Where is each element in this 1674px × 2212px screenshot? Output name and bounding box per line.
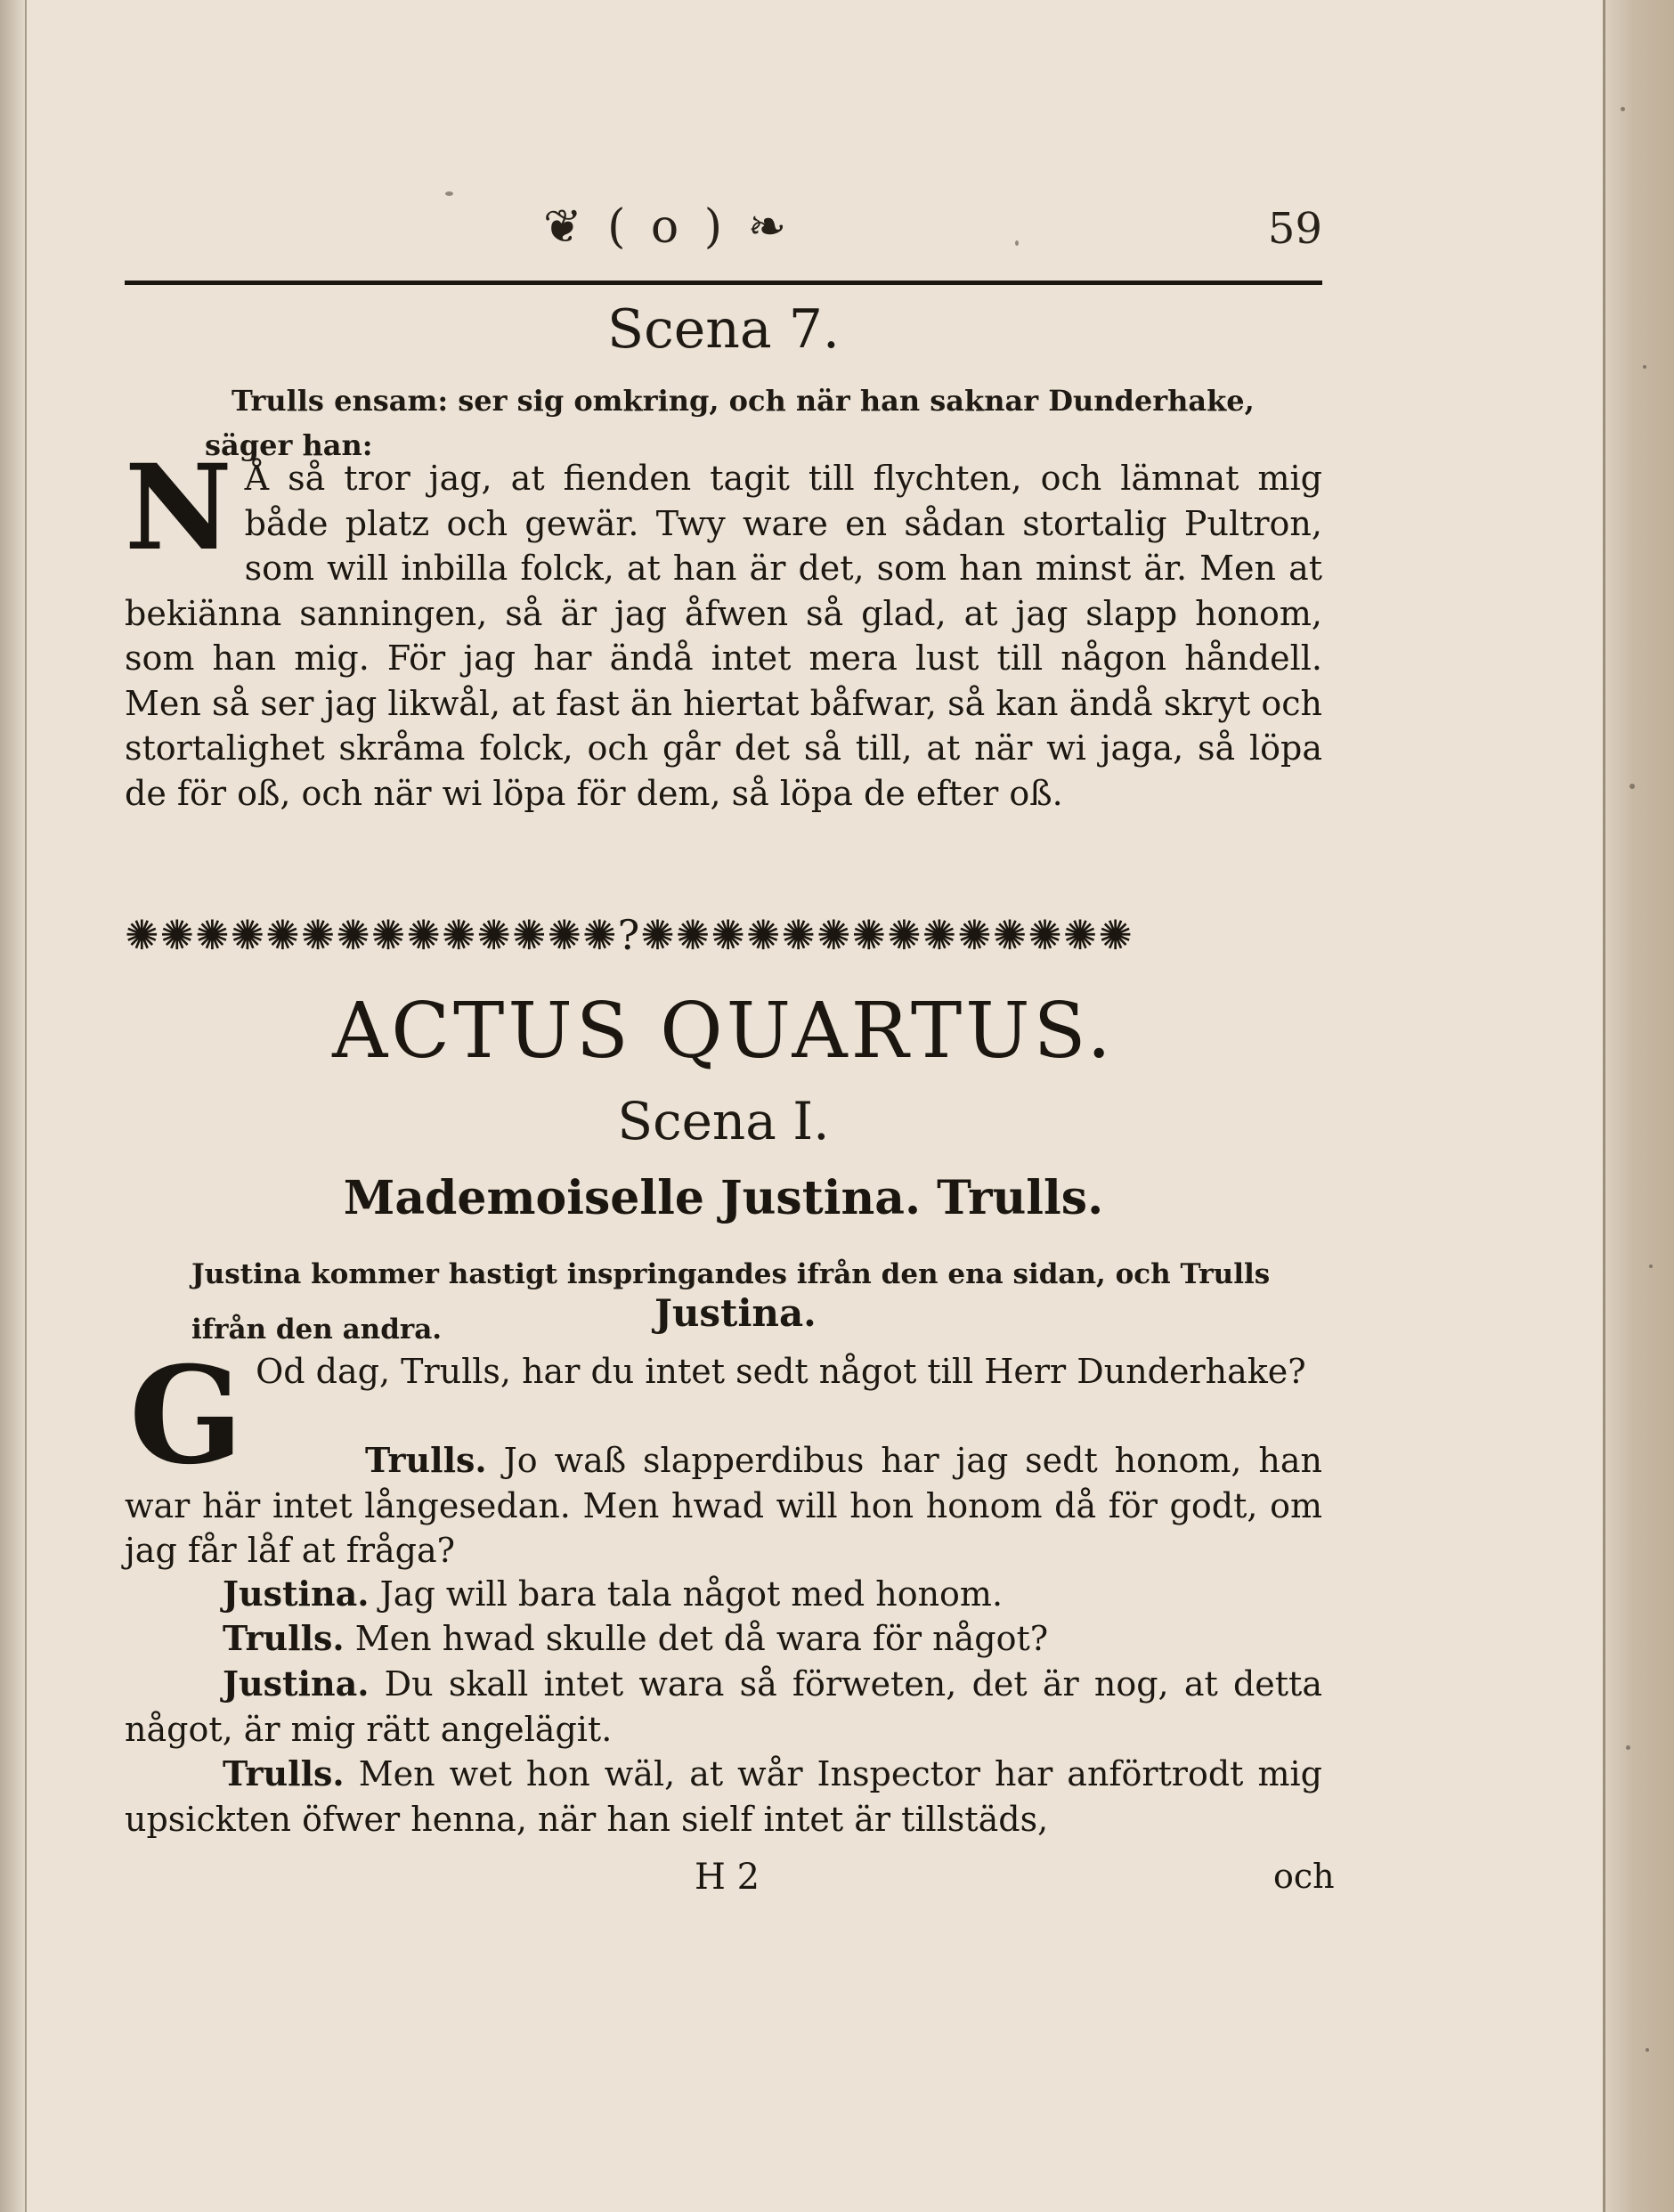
dialogue-text: Jag will bara tala något med honom.: [379, 1574, 1004, 1614]
first-speaker-label: Justina.: [654, 1291, 817, 1335]
scene-1-heading: Scena I.: [617, 1091, 830, 1151]
speaker-trulls: Trulls.: [223, 1753, 345, 1793]
speaker-justina: Justina.: [223, 1574, 370, 1614]
right-page-edge: [1603, 0, 1674, 2212]
dropcap-g: G: [129, 1338, 244, 1494]
signature-mark: H 2: [695, 1857, 760, 1898]
dialogue-text: Jo waß slapperdibus har jag sedt honom, han war här intet långesedan. Men hwad will hon honom då för godt, om jag får låf at fråga?: [125, 1441, 1322, 1570]
ornamental-divider: ✺✺✺✺✺✺✺✺✺✺✺✺✺✺?✺✺✺✺✺✺✺✺✺✺✺✺✺✺: [125, 911, 1134, 959]
dialogue-trulls-3: [125, 1752, 1322, 1842]
act-title: ACTUS QUARTUS.: [332, 987, 1115, 1076]
dropcap-n: N: [125, 439, 232, 577]
scene-7-text: [125, 439, 1322, 816]
dialogue-justina-1: [125, 1572, 1322, 1617]
dialogue-text: Men wet hon wäl, at wår Inspector har anförtrodt mig upsickten öfwer henna, när han sielf intet är tillstäds,: [125, 1754, 1322, 1839]
left-page-edge: [0, 0, 27, 2212]
dialogue-trulls-2: [125, 1616, 1322, 1662]
scene-7-heading: Scena 7.: [607, 298, 840, 361]
header-ornament: ❦ ( o ) ❧: [543, 200, 792, 254]
speaker-justina: Justina.: [223, 1663, 370, 1704]
scene-7-paragraph: Å så tror jag, at fienden tagit till flychten, och lämnat mig både platz och gewär. Twy ware en sådan stortalig Pultron, som will inbilla folck, at han är det, som han minst är. Men at bekiänna sanningen, så är jag åfwen så glad, at jag slapp honom, som han mig. För jag har ändå intet mera lust till någon håndell. Men så ser jag likwål, at fast än hiertat båfwar, så kan ändå skryt och stortalighet skråma folck, och går det så till, at när wi jaga, så löpa de för oß, och när wi löpa för dem, så löpa de efter oß.: [125, 459, 1322, 813]
dialogue-trulls-1: [125, 1438, 1322, 1574]
running-header: [125, 200, 1322, 263]
dialogue-text: Du skall intet wara så förweten, det är nog, at detta något, är mig rätt angelägit.: [125, 1664, 1322, 1749]
scene-1-stage-direction: Justina kommer hastigt inspringandes ifrån den ena sidan, och Trulls ifrån den andra.: [191, 1258, 1271, 1346]
opening-line: Od dag, Trulls, har du intet sedt något till Herr Dunderhake?: [256, 1352, 1306, 1391]
dialogue-text: Men hwad skulle det då wara för något?: [354, 1619, 1049, 1658]
catchword: och: [1273, 1857, 1335, 1896]
page-number: 59: [1267, 204, 1322, 254]
speaker-trulls: Trulls.: [223, 1618, 345, 1658]
scene-7-stage-direction: Trulls ensam: ser sig omkring, och när han saknar Dunderhake, säger han:: [205, 384, 1255, 462]
dialogue-justina-2: [125, 1662, 1322, 1752]
speaker-trulls: Trulls.: [365, 1440, 487, 1480]
character-list: Mademoiselle Justina. Trulls.: [343, 1171, 1104, 1225]
header-rule: [125, 281, 1322, 285]
